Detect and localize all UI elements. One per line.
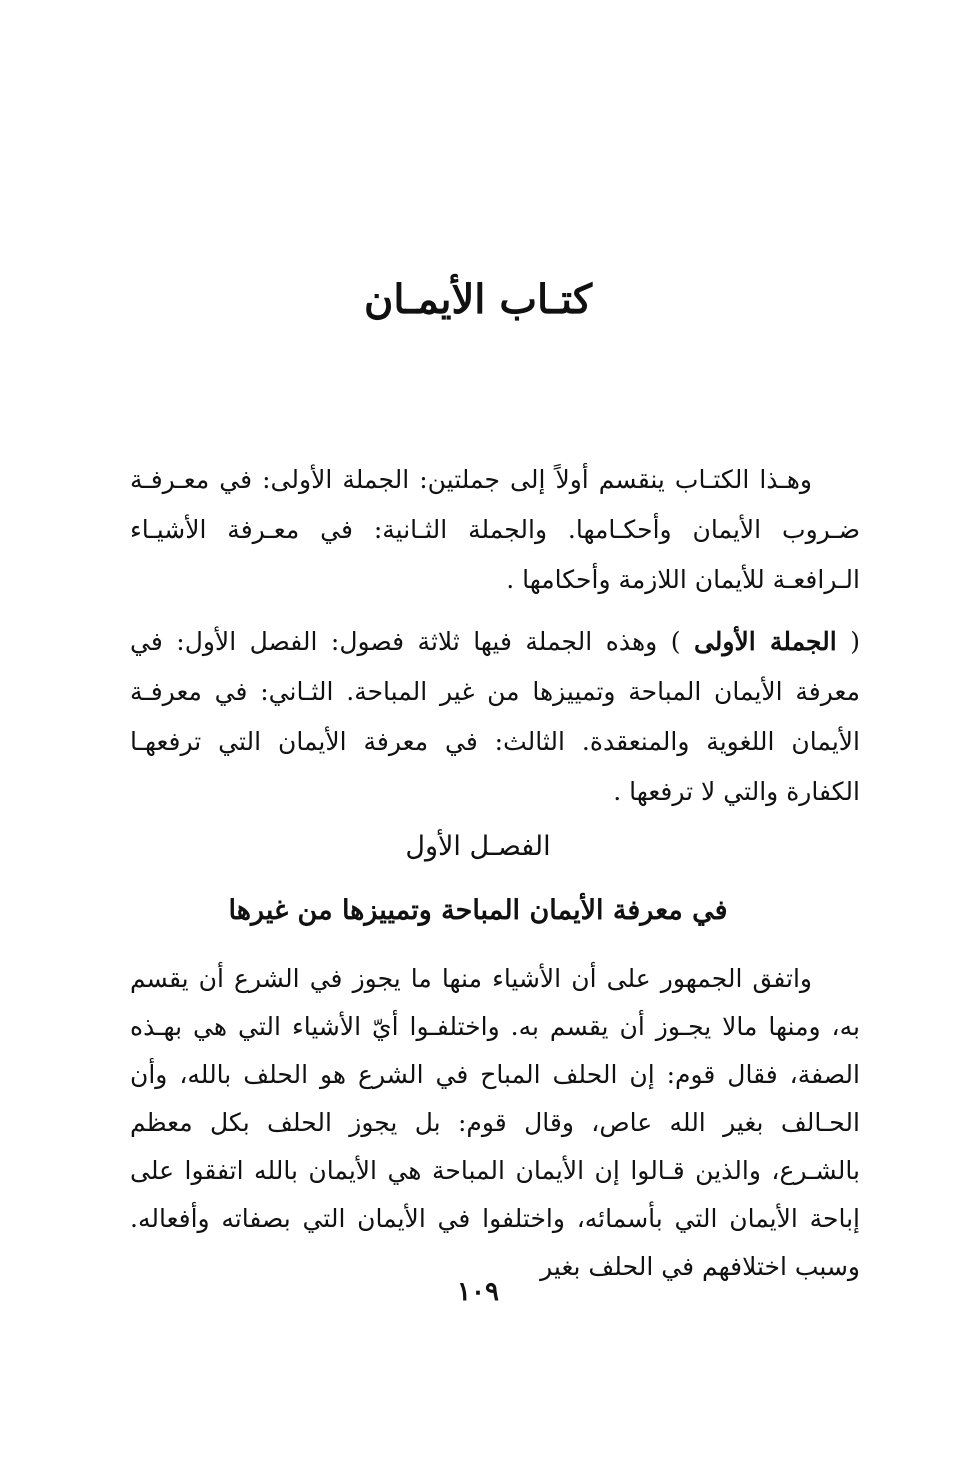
- page-number: ١٠٩: [457, 1277, 499, 1307]
- chapter-heading: الفصـل الأول: [405, 831, 551, 862]
- second-paragraph: [130, 617, 860, 817]
- open-paren: (: [836, 627, 860, 656]
- bold-lead-term: الجملة الأولى: [693, 627, 837, 656]
- close-paren: ): [670, 627, 694, 656]
- body-paragraph-text: واتفق الجمهور على أن الأشياء منها ما يجوز في الشرع أن يقسم به، ومنها مالا يجـوز أن يقسم به. واختلفـوا أيّ الأشياء التي هي بهـذه الصفة، فقال قوم: إن الحلف المباح في الشرع هو الحلف بالله، وأن الحـالف بغير الله عاص، وقال قوم: بل يجوز الحلف بكل معظم بالشـرع، والذين قـالوا إن الأيمان المباحة هي الأيمان بالله اتفقوا على إباحة الأيمان التي بأسمائه، واختلفوا في الأيمان التي بصفاته وأفعاله. وسبب اختلافهم في الحلف بغير: [130, 964, 860, 1281]
- book-title: كتـاب الأيمـان: [363, 276, 593, 323]
- body-paragraph: [130, 955, 860, 1291]
- chapter-subtitle: في معرفة الأيمان المباحة وتمييزها من غيرها: [228, 895, 728, 926]
- intro-paragraph: [130, 455, 860, 605]
- intro-paragraph-text: وهـذا الكتـاب ينقسم أولاً إلى جملتين: الجملة الأولى: في معـرفـة ضـروب الأيمان وأحكـامها. والجملة الثـانية: في معـرفة الأشيـاء الـرافعـة للأيمان اللازمة وأحكامها .: [130, 465, 860, 594]
- second-paragraph-text: وهذه الجملة فيها ثلاثة فصول: الفصل الأول: في معرفة الأيمان المباحة وتمييزها من غير المباحة. الثـاني: في معرفـة الأيمان اللغوية والمنعقدة. الثالث: في معرفة الأيمان التي ترفعهـا الكفارة والتي لا ترفعها .: [130, 627, 860, 806]
